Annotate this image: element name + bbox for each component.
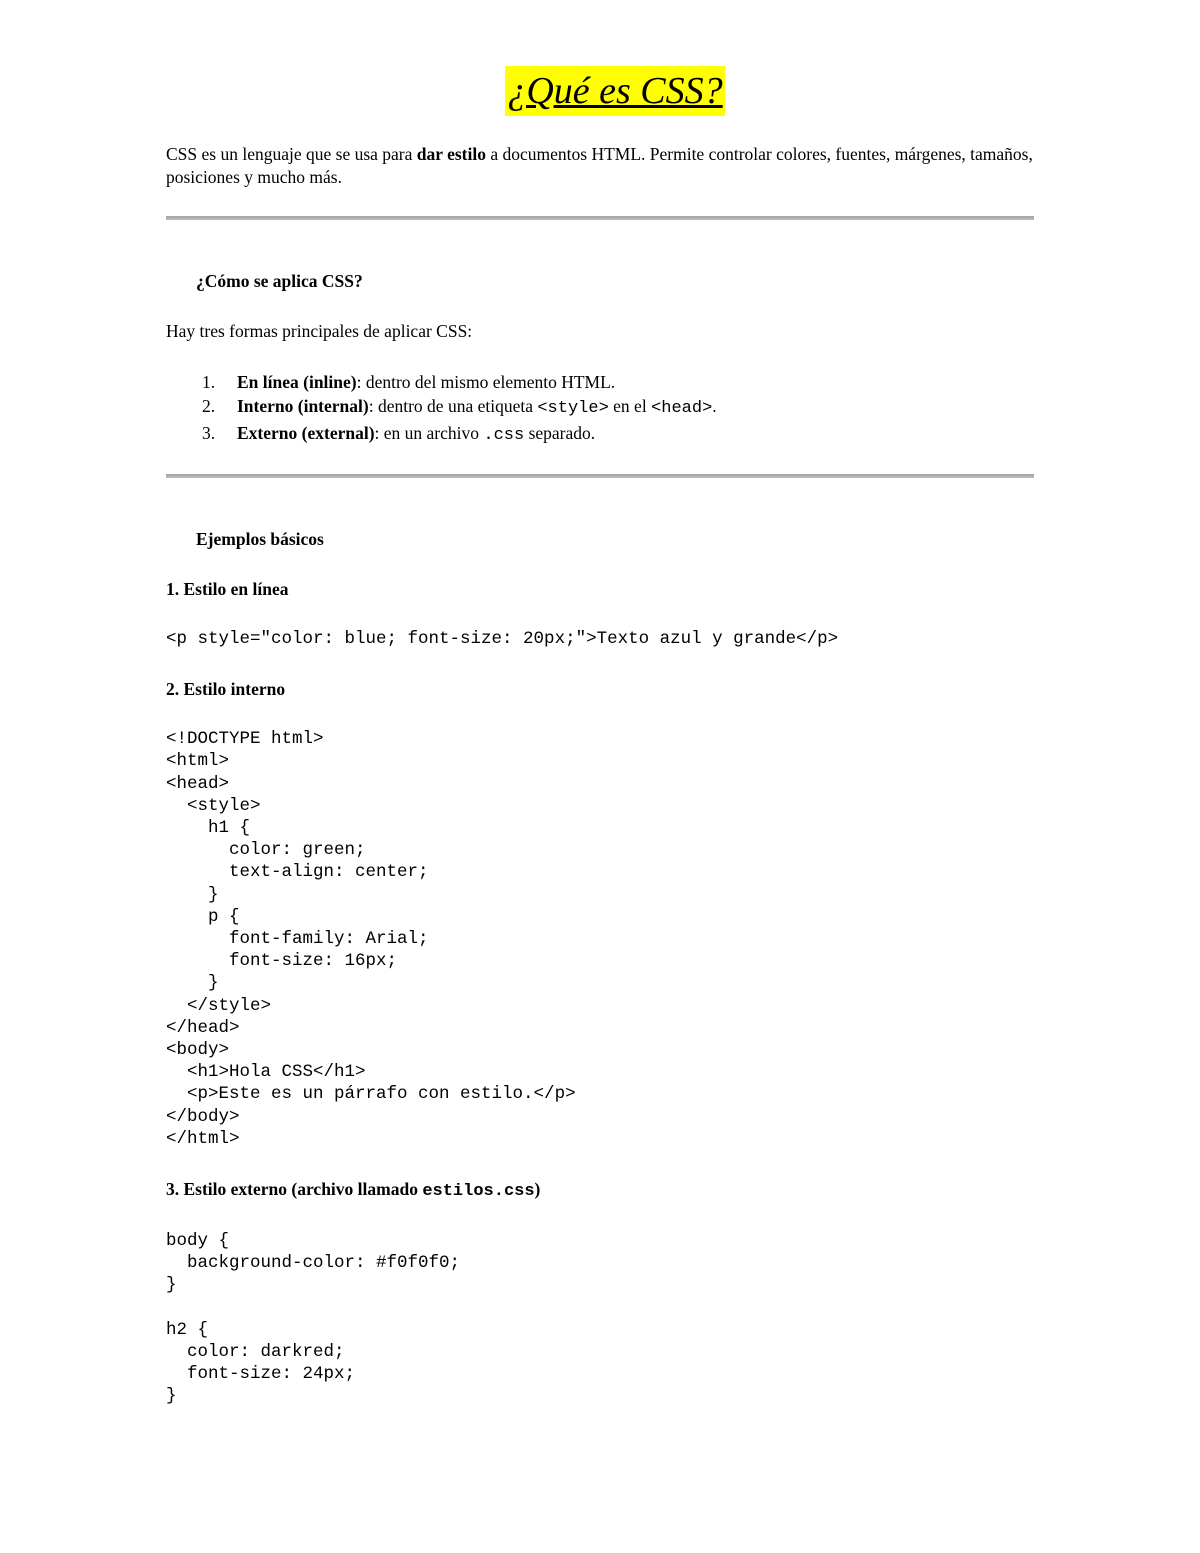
list-number: 2. xyxy=(202,396,216,416)
example-2-heading: 2. Estilo interno xyxy=(166,679,286,700)
inline-code: estilos.css xyxy=(422,1182,535,1202)
intro-text-after: a documentos HTML. Permite controlar colores, fuentes, márgenes, tamaños, posiciones y mucho más. xyxy=(166,144,1033,187)
list-item-text: . xyxy=(712,396,717,416)
example-2-code: <!DOCTYPE html> <html> <head> <style> h1 { color: green; text-align: center; } p { font-family: Arial; font-size: 16px; } </style> </head> <body> <h1>Hola CSS</h1> <p>Este es un párrafo con estilo.</p> </body> </html> xyxy=(166,729,576,1149)
list-item xyxy=(166,370,1034,394)
page-title: ¿Qué es CSS? xyxy=(505,66,724,116)
list-item-text: separado. xyxy=(524,423,596,443)
title-wrap xyxy=(166,66,1034,118)
section-heading-apply: ¿Cómo se aplica CSS? xyxy=(196,271,363,291)
list-number: 1. xyxy=(202,372,216,392)
example-1-heading: 1. Estilo en línea xyxy=(166,579,289,599)
code-gap xyxy=(166,1297,1034,1319)
apply-lead: Hay tres formas principales de aplicar CSS: xyxy=(166,321,473,341)
intro-bold: dar estilo xyxy=(416,144,486,164)
list-item-text: : dentro del mismo elemento HTML. xyxy=(356,372,616,392)
intro-text-before: CSS es un lenguaje que se usa para xyxy=(166,144,417,164)
document-page xyxy=(166,66,1034,1408)
example-3-code-body: body { background-color: #f0f0f0; } xyxy=(166,1231,461,1296)
heading-text: 3. Estilo externo (archivo llamado xyxy=(166,1179,423,1200)
inline-code: <head> xyxy=(651,399,713,418)
example-3-heading xyxy=(166,1178,1034,1203)
intro-paragraph xyxy=(166,143,1034,189)
list-item-bold: Externo (external) xyxy=(237,423,375,443)
list-number: 3. xyxy=(202,423,216,443)
apply-methods-list xyxy=(166,370,1034,448)
heading-text: ) xyxy=(534,1179,541,1200)
inline-code: <style> xyxy=(537,399,609,418)
horizontal-rule-2 xyxy=(166,474,1034,478)
list-item xyxy=(166,394,1034,421)
section-heading-examples: Ejemplos básicos xyxy=(196,529,324,549)
list-item-text: en el xyxy=(608,396,652,416)
list-item-bold: En línea (inline) xyxy=(237,372,357,392)
list-item-text: : en un archivo xyxy=(374,423,484,443)
list-item xyxy=(166,421,1034,448)
example-1-code: <p style="color: blue; font-size: 20px;">Texto azul y grande</p> xyxy=(166,629,839,649)
example-3-code-h2: h2 { color: darkred; font-size: 24px; } xyxy=(166,1319,356,1407)
list-item-bold: Interno (internal) xyxy=(237,396,369,416)
inline-code: .css xyxy=(483,426,525,445)
list-item-text: : dentro de una etiqueta xyxy=(368,396,538,416)
horizontal-rule-1 xyxy=(166,216,1034,220)
